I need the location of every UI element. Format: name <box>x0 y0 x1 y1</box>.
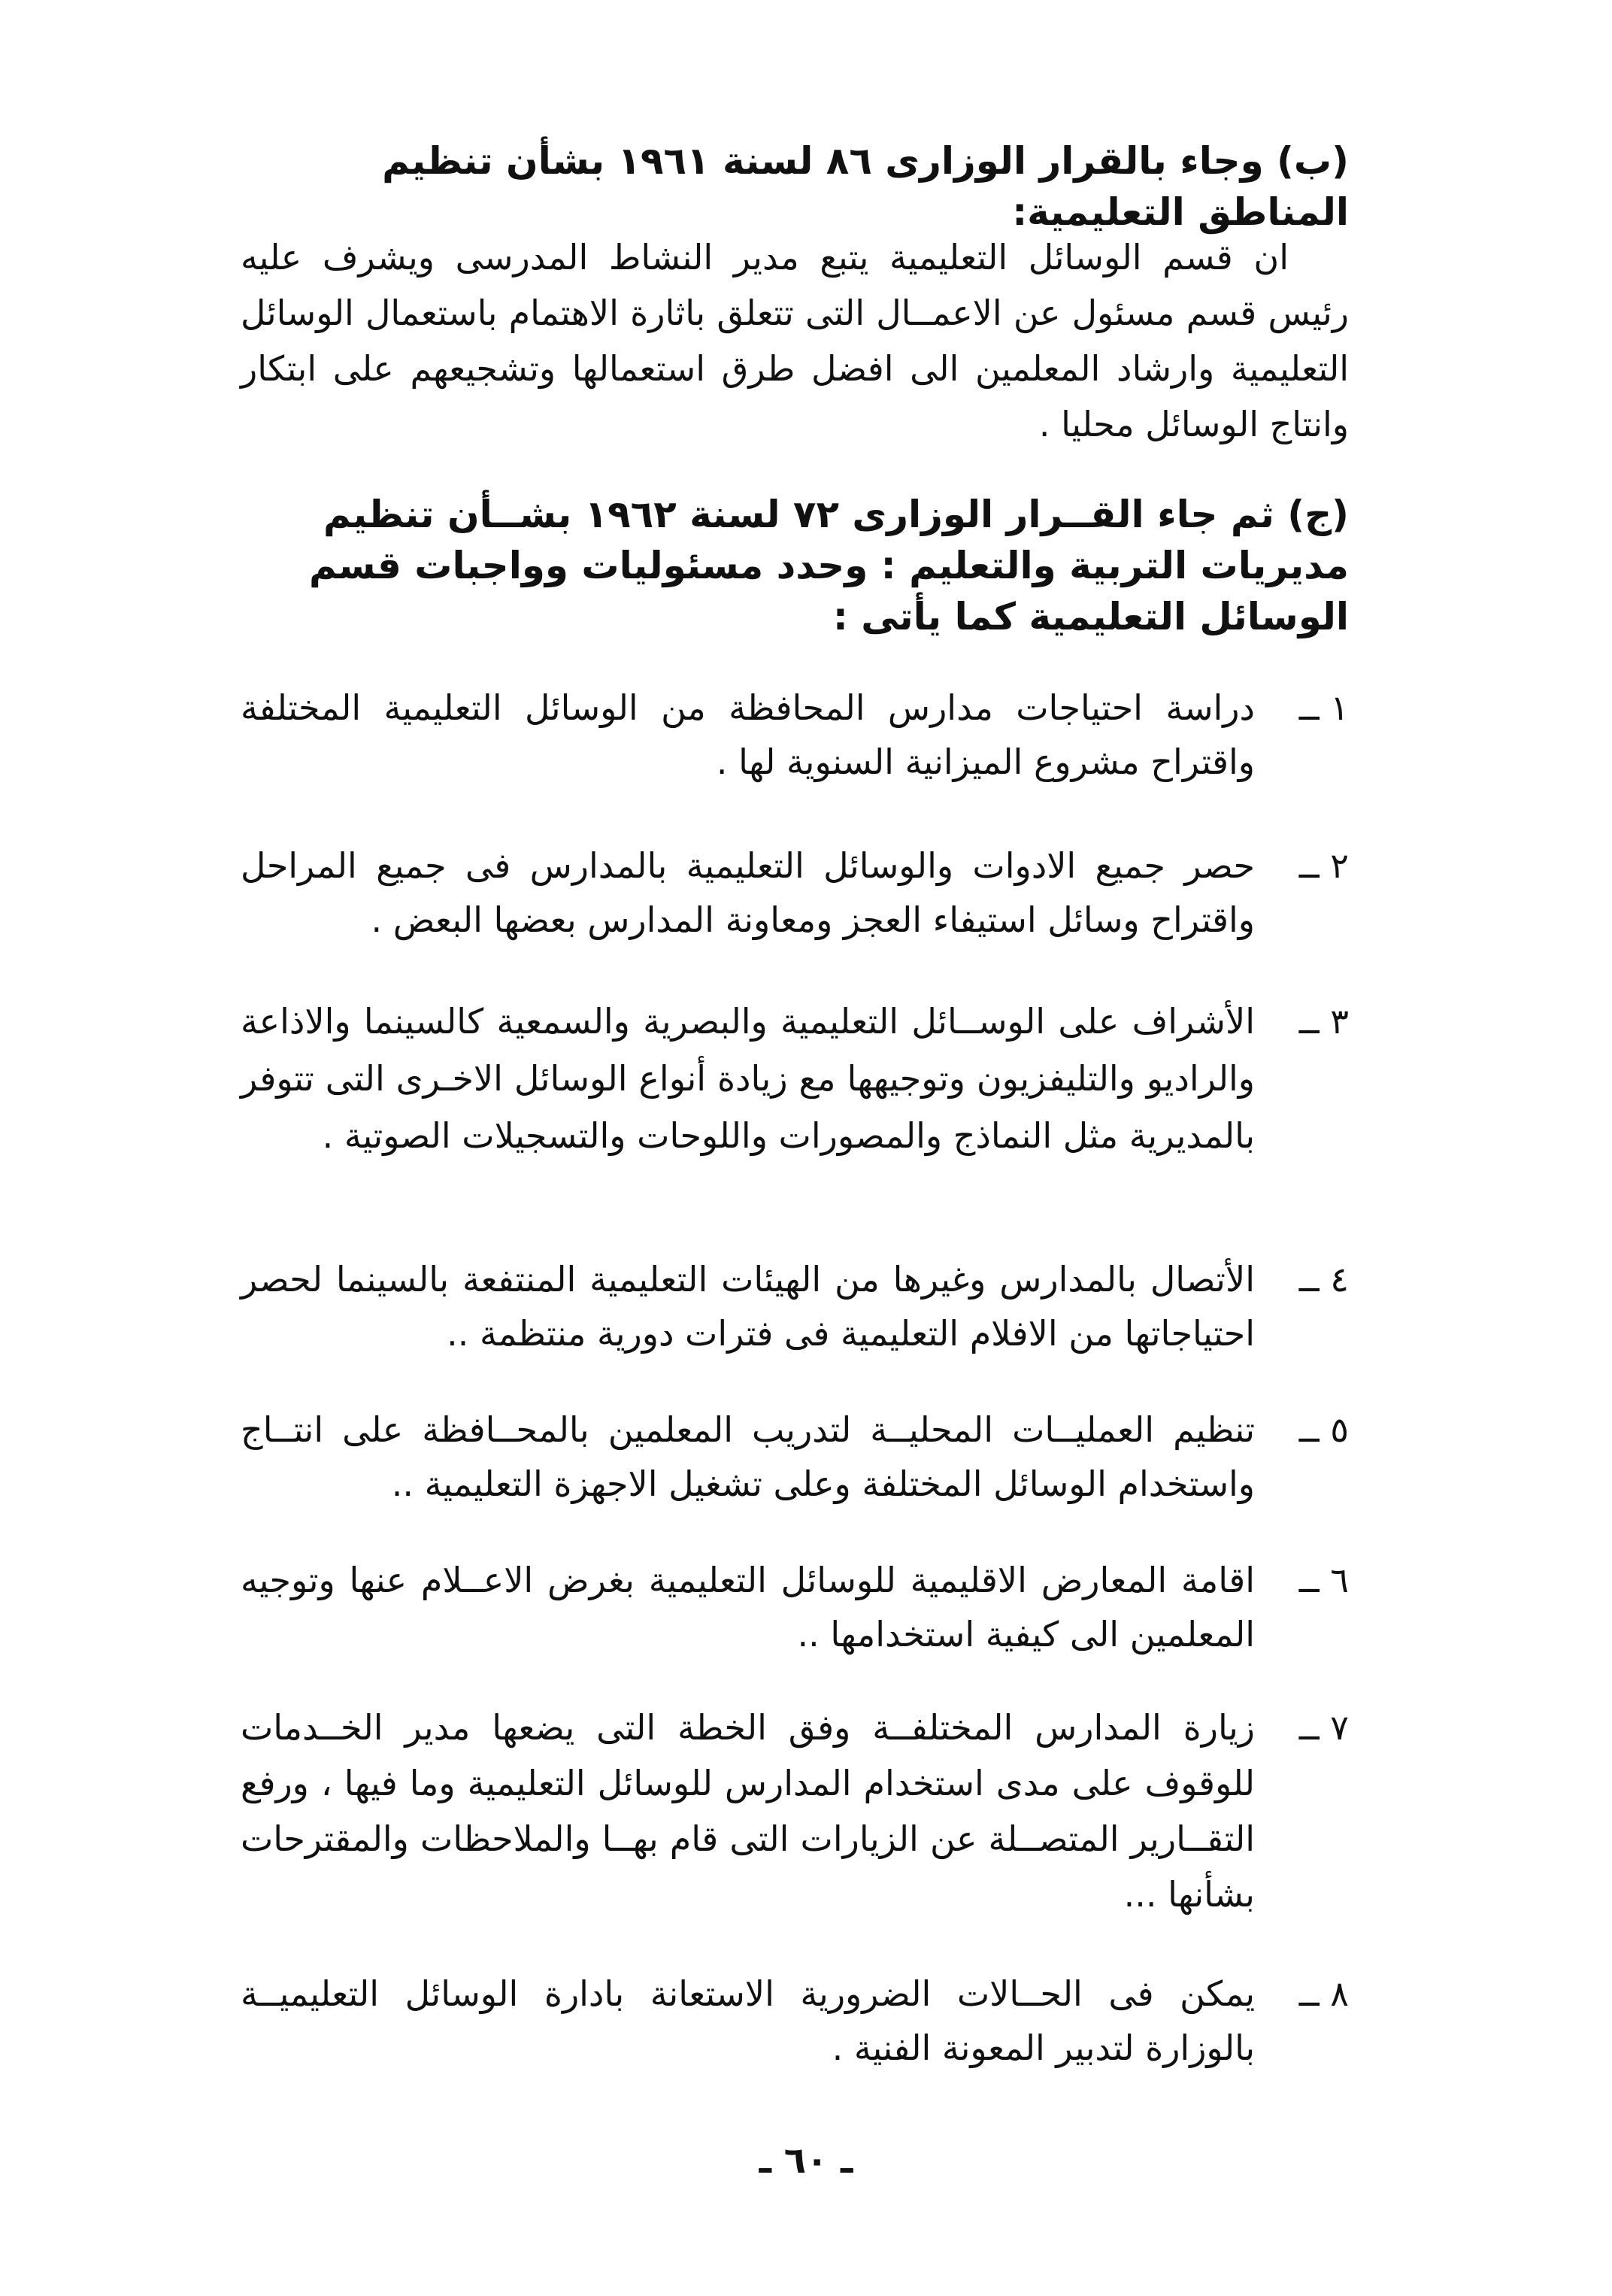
page-number: ـ ٦٠ ـ <box>759 2140 853 2182</box>
intro-paragraph: ان قسم الوسائل التعليمية يتبع مدير النشاط المدرسى ويشرف عليه رئيس قسم مسئول عن الاعمــال التى تتعلق باثارة الاهتمام باستعمال الوسائل التعليمية وارشاد المعلمين الى افضل طرق استعمالها وتشجيعهم على ابتكار وانتاج الوسائل محليا . <box>241 237 1349 444</box>
list-item-number: ٨ ــ <box>1298 1973 1349 2014</box>
list-item-number: ٣ ــ <box>1298 1001 1349 1042</box>
list-item-text: الأتصال بالمدارس وغيرها من الهيئات التعليمية المنتفعة بالسينما لحصر احتياجاتها من الافلام التعليمية فى فترات دورية منتظمة .. <box>241 1259 1255 1354</box>
list-item-number: ٥ ــ <box>1298 1409 1349 1450</box>
list-item <box>241 1967 1349 2075</box>
list-item <box>241 681 1349 789</box>
list-item-text: اقامة المعارض الاقليمية للوسائل التعليمية بغرض الاعــلام عنها وتوجيه المعلمين الى كيفية استخدامها .. <box>241 1560 1255 1655</box>
list-item <box>241 1553 1349 1661</box>
list-item <box>241 1700 1349 1922</box>
list-item-text: حصر جميع الادوات والوسائل التعليمية بالمدارس فى جميع المراحل واقتراح وسائل استيفاء العجز ومعاونة المدارس بعضها البعض . <box>241 845 1255 940</box>
list-item-number: ٢ ــ <box>1298 845 1349 886</box>
list-item-text: دراسة احتياجات مدارس المحافظة من الوسائل التعليمية المختلفة واقتراح مشروع الميزانية السنوية لها . <box>241 687 1255 782</box>
list-item-text: زيارة المدارس المختلفــة وفق الخطة التى يضعها مدير الخــدمات للوقوف على مدى استخدام المدارس للوسائل التعليمية وما فيها ، ورفع التقــارير المتصــلة عن الزيارات التى قام بهــا والملاحظات والمقترحات بشأنها ... <box>241 1707 1255 1915</box>
section-heading-c: (ج) ثم جاء القــرار الوزارى ٧٢ لسنة ١٩٦٢ بشــأن تنظيم مديريات التربية والتعليم : وحدد مسئوليات وواجبات قسم الوسائل التعليمية كما يأتى : <box>309 493 1349 638</box>
list-item <box>241 993 1349 1164</box>
list-item-text: الأشراف على الوســائل التعليمية والبصرية والسمعية كالسينما والاذاعة والراديو والتليفزيون وتوجيهها مع زيادة أنواع الوسائل الاخـرى التى تتوفر بالمديرية مثل النماذج والمصورات واللوحات والتسجيلات الصوتية . <box>241 1001 1255 1156</box>
list-item-number: ١ ــ <box>1298 687 1349 728</box>
list-item <box>241 839 1349 947</box>
list-item-text: يمكن فى الحــالات الضرورية الاستعانة بادارة الوسائل التعليميــة بالوزارة لتدبير المعونة الفنية . <box>241 1973 1255 2068</box>
list-item <box>241 1252 1349 1360</box>
list-item-number: ٤ ــ <box>1298 1259 1349 1300</box>
list-item-text: تنظيم العمليــات المحليــة لتدريب المعلمين بالمحــافظة على انتــاج واستخدام الوسائل المختلفة وعلى تشغيل الاجهزة التعليمية .. <box>241 1409 1255 1504</box>
list-item <box>241 1403 1349 1511</box>
list-item-number: ٧ ــ <box>1298 1707 1349 1748</box>
section-heading-b: (ب) وجاء بالقرار الوزارى ٨٦ لسنة ١٩٦١ بشأن تنظيم المناطق التعليمية: <box>382 139 1349 234</box>
list-item-number: ٦ ــ <box>1298 1560 1349 1600</box>
